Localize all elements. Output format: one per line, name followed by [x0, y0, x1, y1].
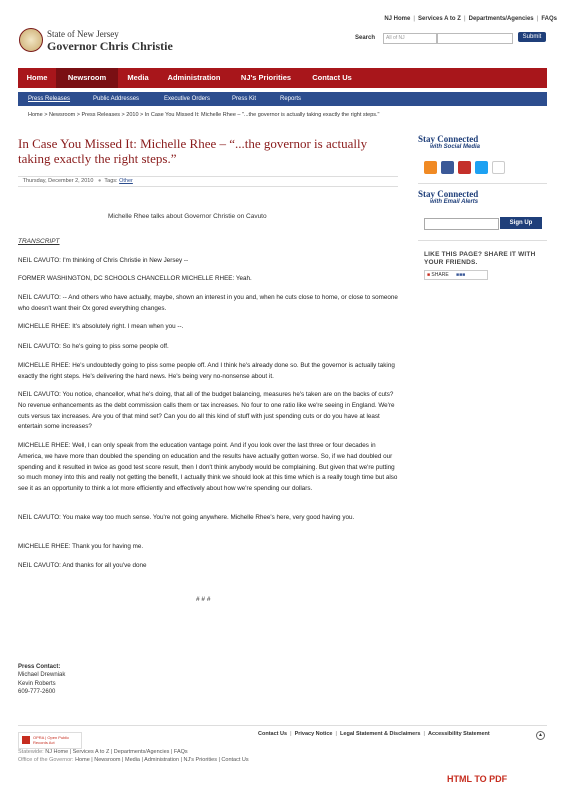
html-to-pdf-watermark: HTML TO PDF: [447, 774, 508, 784]
opra-logo[interactable]: [18, 732, 82, 749]
office-label: Office of the Governor:: [18, 757, 74, 763]
paragraph: MICHELLE RHEE: Thank you for having me.: [18, 543, 144, 550]
scroll-top-icon[interactable]: ▲: [536, 731, 545, 740]
contact-line: 609-777-2600: [18, 688, 56, 695]
page-title: In Case You Missed It: Michelle Rhee – “...the governor is actually taking exactly the right steps.”: [18, 136, 368, 166]
footer-accessibility[interactable]: Accessibility Statement: [428, 731, 490, 737]
subnav-public-addresses[interactable]: Public Addresses: [93, 96, 140, 102]
footer-links: Contact Us | Privacy Notice | Legal Statement & Disclaimers | Accessibility Statement: [258, 731, 490, 737]
toplink-nj-home[interactable]: NJ Home: [384, 16, 411, 22]
state-seal-icon: [19, 28, 43, 52]
toplink-departments[interactable]: Departments/Agencies: [468, 16, 534, 22]
contact-line: Michael Drewniak: [18, 672, 66, 679]
paragraph: NEIL CAVUTO: You notice, chancellor, what he's doing, that all of the budget balancing, measures he's taken are on the backs of cuts? No revenue enhancements as the debt commission calls them or tax increases. No four to one ratio like we're seeing in England. We're cuts versus tax increases. Are you of that mind set? Can you do all this kind of stuff with just spending cuts or do you have at least entertain some increases?: [18, 391, 395, 431]
share-label: SHARE: [431, 272, 449, 278]
article-meta: Thursday, December 2, 2010 ● Tags: Other: [18, 176, 398, 187]
nav-newsroom[interactable]: Newsroom: [56, 68, 118, 88]
social-section: [418, 134, 547, 175]
opra-logo-text: OPRA | Open Public Records Act: [33, 735, 70, 745]
email-heading: Stay Connected: [418, 189, 479, 199]
email-subheading: with Email Alerts: [430, 199, 479, 205]
paragraph: NEIL CAVUTO: You make way too much sense. You're not going anywhere. Michelle Rhee's here, very good having you.: [18, 514, 355, 521]
rss-icon[interactable]: [424, 161, 437, 174]
nav-administration[interactable]: Administration: [167, 73, 221, 82]
email-icon[interactable]: [492, 161, 505, 174]
search-label: Search: [355, 35, 376, 41]
toplink-services[interactable]: Services A to Z: [418, 16, 461, 22]
search-input[interactable]: [437, 33, 513, 44]
signup-button[interactable]: Sign Up: [500, 217, 542, 229]
share-service-icons: ■■■: [456, 272, 466, 278]
sidebar-divider: [418, 183, 547, 184]
footer-office: [18, 757, 547, 763]
nav-media[interactable]: Media: [127, 73, 149, 82]
state-name: State of New Jersey: [47, 29, 119, 39]
press-contact: [18, 663, 65, 696]
paragraph: FORMER WASHINGTON, DC SCHOOLS CHANCELLOR MICHELLE RHEE: Yeah.: [18, 275, 252, 282]
footer-contact[interactable]: Contact Us: [258, 731, 288, 737]
subnav-executive-orders[interactable]: Executive Orders: [164, 96, 211, 102]
statewide-links[interactable]: NJ Home | Services A to Z | Departments/Agencies | FAQs: [45, 749, 188, 755]
sub-nav: [18, 92, 547, 106]
search-submit-button[interactable]: Submit: [518, 32, 546, 42]
subnav-press-kit[interactable]: Press Kit: [232, 96, 257, 102]
footer-privacy[interactable]: Privacy Notice: [294, 731, 333, 737]
footer-statewide: [18, 749, 547, 755]
office-links[interactable]: Home | Newsroom | Media | Administration | NJ's Priorities | Contact Us: [75, 757, 249, 763]
stay-connected-heading: Stay Connected: [418, 134, 479, 144]
youtube-icon[interactable]: [458, 161, 471, 174]
email-section: [418, 189, 547, 205]
facebook-icon[interactable]: [441, 161, 454, 174]
nav-contact[interactable]: Contact Us: [312, 73, 352, 82]
subnav-reports[interactable]: Reports: [280, 96, 302, 102]
paragraph: NEIL CAVUTO: So he's going to piss some people off.: [18, 343, 169, 350]
paragraph: MICHELLE RHEE: He's undoubtedly going to piss some people off. And I think he's already done so. But the governor is actually taking exactly the right steps. He's delivering the hard news. He's being very no-nonsense about it.: [18, 362, 395, 380]
tag-link[interactable]: Other: [119, 178, 133, 184]
top-links: NJ Home | Services A to Z | Departments/Agencies | FAQs: [384, 16, 557, 22]
twitter-icon[interactable]: [475, 161, 488, 174]
paragraph: NEIL CAVUTO: And thanks for all you've done: [18, 562, 147, 569]
subnav-press-releases[interactable]: Press Releases: [28, 96, 71, 102]
share-button[interactable]: [424, 270, 488, 280]
social-media-subheading: with Social Media: [430, 144, 481, 150]
nav-priorities[interactable]: NJ's Priorities: [240, 73, 292, 82]
statewide-label: Statewide:: [18, 749, 44, 755]
governor-name[interactable]: Governor Chris Christie: [47, 39, 173, 53]
footer-legal[interactable]: Legal Statement & Disclaimers: [340, 731, 421, 737]
email-input[interactable]: [424, 218, 499, 230]
breadcrumb[interactable]: Home > Newsroom > Press Releases > 2010 > In Case You Missed It: Michelle Rhee – "...the governor is actually taking exactly the right steps.": [28, 112, 380, 118]
tags-label: Tags:: [104, 178, 118, 184]
contact-line: Kevin Roberts: [18, 680, 56, 687]
press-contact-label: Press Contact:: [18, 664, 61, 670]
paragraph: MICHELLE RHEE: Well, I can only speak from the education vantage point. And if you look over the last three or four decades in America, we have more than doubled the spending on education and the results have actually gotten worse. So, if we had doubled our spending and it resulted in twice as good test score result, then I don't think anybody would be complaining. But given that we're putting so much money into this and really not getting the benefit, I actually think we should look at this time which is a really tough time but also see it as an opportunity to think a lot more efficiently and effectively about how we're spending our dollars.: [18, 442, 398, 493]
footer-divider: [18, 725, 547, 726]
opra-logo-icon: [22, 736, 30, 744]
share-plus-icon: ■: [427, 272, 431, 278]
share-heading: LIKE THIS PAGE? SHARE IT WITH YOUR FRIENDS.: [424, 251, 536, 266]
paragraph: NEIL CAVUTO: -- And others who have actually, maybe, shown an interest in you and, when he cuts close to home, or close to someone who doesn't want their Ox gored everything changes.: [18, 294, 398, 312]
sidebar-divider: [418, 240, 547, 241]
end-mark: # # #: [196, 596, 211, 603]
nav-home[interactable]: Home: [26, 73, 48, 82]
article-subhead: Michelle Rhee talks about Governor Christie on Cavuto: [108, 213, 267, 220]
transcript-label: TRANSCRIPT: [18, 238, 60, 245]
toplink-faqs[interactable]: FAQs: [541, 16, 557, 22]
paragraph: NEIL CAVUTO: I'm thinking of Chris Christie in New Jersey --: [18, 257, 189, 264]
paragraph: MICHELLE RHEE: It's absolutely right. I mean when you --.: [18, 323, 184, 330]
article-date: Thursday, December 2, 2010: [22, 178, 94, 184]
search-scope-select[interactable]: All of NJ: [383, 33, 437, 44]
main-nav: [18, 68, 547, 88]
